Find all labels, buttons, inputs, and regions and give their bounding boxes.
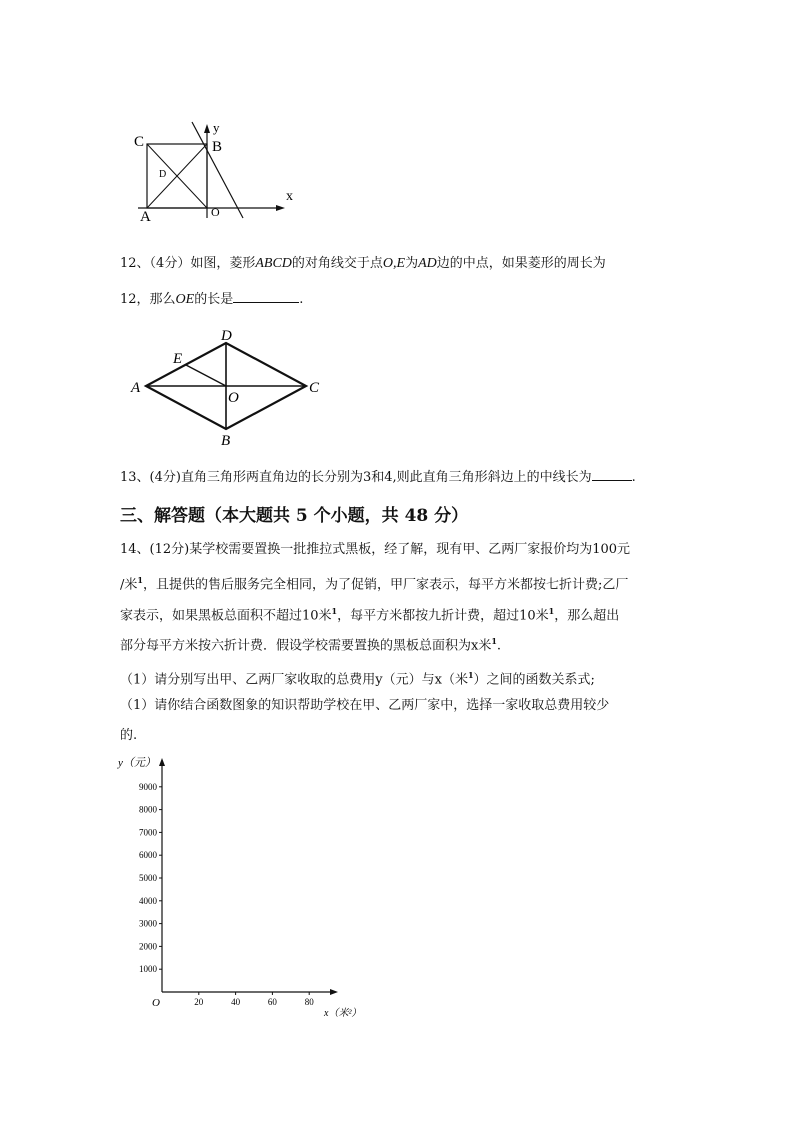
q12-text: 12，那么 [120,292,176,307]
q12-answer-blank[interactable] [233,290,299,303]
label-e: E [173,351,183,367]
q14-line1: 14、(12分)某学校需要置换一批推拉式黑板，经了解，现有甲、乙两厂家报价均为100元 [120,542,631,557]
y-axis-label: y（元） [118,757,156,769]
q12-text: 为 [405,256,419,271]
origin-label: O [152,997,160,1009]
q14-coordinate-grid [110,752,370,1027]
x-axis-arrow [276,205,285,211]
label-b: B [212,139,223,155]
q14-text: /米 [120,577,138,593]
q14-text: （1）请分别写出甲、乙两厂家收取的总费用y（元）与x（米 [120,672,468,688]
q12-oe-var: OE [175,292,195,307]
q12-score: （4分） [149,256,191,271]
y-tick-label: 4000 [139,895,157,906]
q14-text: ，且提供的售后服务完全相同，为了促销，甲厂家表示，每平方米都按七折计费;乙厂 [142,577,629,593]
q14-text: ，那么超出 [554,608,620,624]
label-a: A [131,380,141,396]
q12-number: 12、 [120,256,150,271]
y-tick-label: 1000 [139,964,157,975]
q12-oe: O,E [382,256,406,271]
x-axis-label: x（米²） [324,1008,362,1019]
q14-sup: 1 [548,606,555,616]
q14-text: 部分每平方米按六折计费．假设学校需要置换的黑板总面积为x米 [120,638,492,654]
q12-ad: AD [418,256,437,271]
q14-text: ，每平方米都按九折计费，超过10米 [337,608,549,624]
label-o: O [228,390,239,406]
y-tick-label: 2000 [139,941,157,952]
label-x: x [286,189,293,204]
q14-text: . [496,638,502,654]
y-tick-label: 5000 [139,873,157,883]
label-d: D [221,328,232,344]
label-y: y [213,120,220,135]
q12-abcd: ABCD [255,256,292,271]
q14-line4 [120,632,501,655]
q13-answer-blank[interactable] [592,468,632,481]
y-axis-arrow [159,758,165,766]
q14-line3 [120,602,619,625]
section-3-title: 三、解答题（本大题共 5 个小题，共 48 分） [120,506,469,526]
q12-text: 如图，菱形 [190,256,256,271]
q14-sub2: （1）请你结合函数图象的知识帮助学校在甲、乙两厂家中，选择一家收取总费用较少 [120,698,610,713]
y-tick-label: 7000 [139,827,157,838]
x-tick-label: 60 [267,997,277,1007]
q12-rhombus-figure [125,325,325,450]
label-d: D [159,169,167,180]
x-tick-label: 20 [194,997,204,1007]
line-through-b [192,122,243,218]
q12-text: 的长是 [194,292,234,307]
q12-period: . [299,292,304,307]
y-tick-label: 3000 [139,918,157,929]
label-b: B [221,433,231,449]
q13-text: 13、(4分)直角三角形两直角边的长分别为3和4,则此直角三角形斜边上的中线长为 [120,470,592,485]
y-tick-label: 6000 [139,850,157,861]
q14-sup: 1 [137,575,143,585]
q14-line2 [120,571,628,594]
q14-sup: 1 [331,606,338,616]
q12-line2 [120,290,303,309]
q12-text: 边的中点，如果菱形的周长为 [436,256,606,271]
label-o: O [211,205,220,219]
label-c: C [309,380,320,396]
y-axis-arrow [204,124,210,133]
q13-line [120,468,636,487]
label-a: A [140,209,151,225]
y-tick-label: 8000 [139,804,157,815]
x-axis-arrow [330,989,338,995]
q14-sup: 1 [467,670,474,680]
q13-period: . [631,470,636,485]
q14-sub2-cont: 的. [120,728,138,743]
label-c: C [134,134,145,150]
q14-text: 家表示，如果黑板总面积不超过10米 [120,608,332,624]
q11-figure [120,118,320,228]
segment-oe [186,365,226,386]
x-tick-label: 40 [231,997,241,1007]
q12-text: 的对角线交于点 [291,256,383,271]
q14-sub1 [120,666,595,689]
q12-line1 [120,255,606,273]
y-tick-label: 9000 [139,781,157,792]
q14-text: ）之间的函数关系式; [473,672,595,688]
q14-sup: 1 [491,636,497,646]
x-tick-label: 80 [304,997,314,1007]
